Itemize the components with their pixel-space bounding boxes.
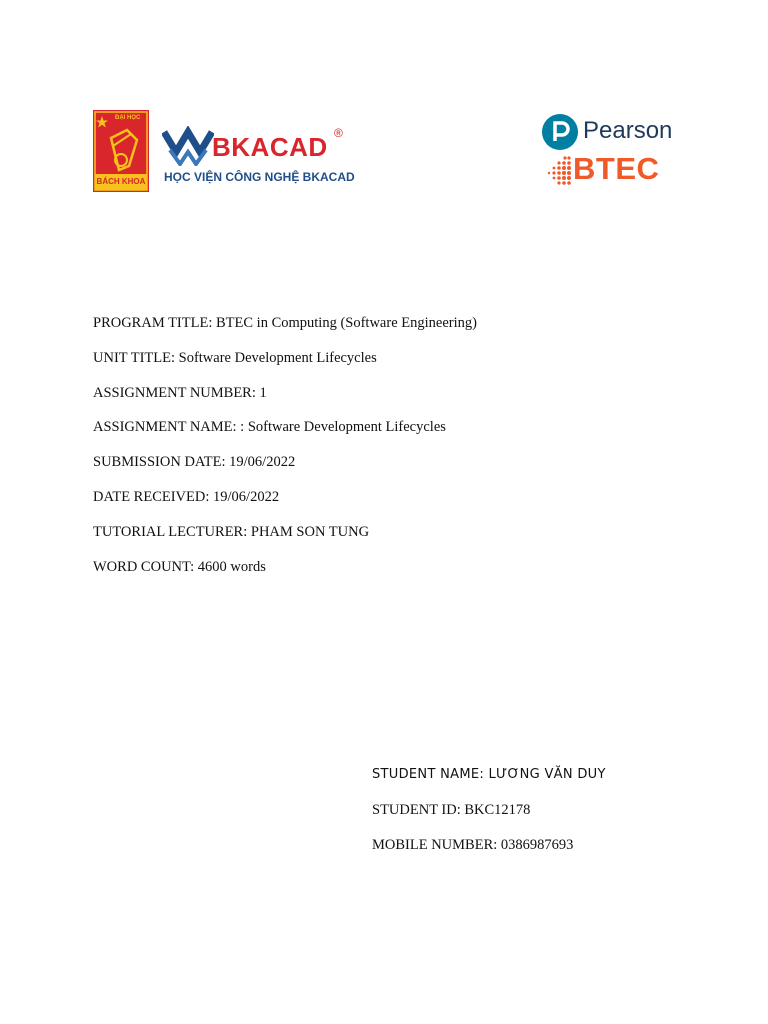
pearson-wordmark: Pearson: [583, 117, 673, 144]
bkacad-chevron-icon: [162, 126, 214, 166]
bkacad-subtitle: HỌC VIỆN CÔNG NGHỆ BKACAD: [164, 170, 355, 184]
pearson-p-icon: [541, 113, 579, 151]
btec-wordmark: BTEC: [573, 151, 660, 186]
assignment-info: [93, 313, 477, 591]
tutorial-lecturer: TUTORIAL LECTURER: PHAM SON TUNG: [93, 523, 370, 540]
student-info: [372, 765, 606, 869]
word-count: WORD COUNT: 4600 words: [93, 558, 266, 575]
submission-date: SUBMISSION DATE: 19/06/2022: [93, 454, 296, 471]
bkacad-logo: [160, 124, 355, 190]
program-title: PROGRAM TITLE: BTEC in Computing (Software Engineering): [93, 315, 477, 331]
bkacad-wordmark: BKACAD: [212, 132, 328, 162]
assignment-name: ASSIGNMENT NAME: : Software Development Lifecycles: [93, 419, 446, 436]
bach-khoa-logo: [93, 110, 149, 192]
mobile-number: MOBILE NUMBER: 0386987693: [372, 836, 574, 853]
assignment-number: ASSIGNMENT NUMBER: 1: [93, 384, 267, 401]
pearson-btec-logo: [541, 113, 671, 193]
bach-khoa-bottom-text: BÁCH KHOA: [96, 177, 146, 186]
registered-mark: ®: [334, 126, 343, 140]
date-received: DATE RECEIVED: 19/06/2022: [93, 488, 280, 505]
student-name: STUDENT NAME: LƯƠNG VĂN DUY: [372, 767, 606, 782]
bach-khoa-top-text: ĐẠI HỌC: [115, 115, 141, 121]
student-id: STUDENT ID: BKC12178: [372, 801, 531, 818]
unit-title: UNIT TITLE: Software Development Lifecycles: [93, 349, 377, 366]
btec-dots-icon: [545, 155, 571, 185]
